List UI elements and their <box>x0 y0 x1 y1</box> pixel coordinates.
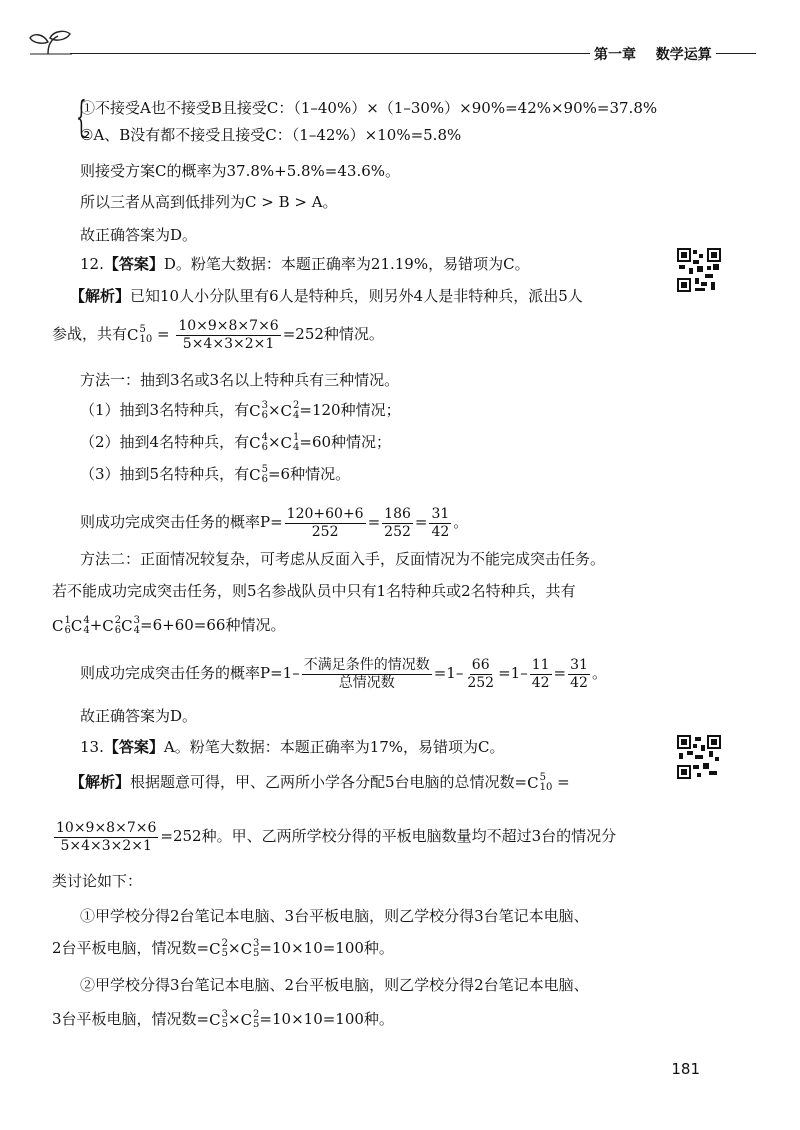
q12-answer-text: D。粉笔大数据：本题正确率为21.19%，易错项为C。 <box>163 255 530 273</box>
body-line: 所以三者从高到低排列为C > B > A。 <box>80 193 338 211</box>
q13-num: 13. <box>80 738 104 756</box>
combination: C 4 4 <box>70 615 90 636</box>
q12-final: 故正确答案为D。 <box>80 707 198 725</box>
fraction <box>302 657 432 692</box>
fraction-denominator: 252 <box>311 523 339 540</box>
text-segment: =10×10=100种。 <box>259 939 394 957</box>
q12-analysis-line1 <box>70 285 583 307</box>
combination-c10-5: C 5 10 <box>527 772 553 793</box>
text-segment: 则成功完成突击任务的概率P=1– <box>80 664 300 682</box>
fraction-numerator: 31 <box>431 505 450 522</box>
q12-probability-1: 则成功完成突击任务的概率P= $\frac{120+60+6}{252}$ = $\frac{186}{252}$ = $\frac{31}{42}$ 。 <box>80 505 469 540</box>
qr-code-icon <box>677 735 721 779</box>
q13-case2-line2: 3台平板电脑，情况数= C 3 5 × C 2 5 =10×10=100种。 <box>52 1009 394 1030</box>
text-segment: =120种情况； <box>299 401 401 419</box>
text-segment: （3）抽到5名特种兵，有 <box>80 465 250 483</box>
q13-case1-line2: 2台平板电脑，情况数= C 2 5 × C 3 5 =10×10=100种。 <box>52 938 394 959</box>
combination: C 3 5 <box>209 1009 228 1030</box>
q12-method2-line1: 方法二：正面情况较复杂，可考虑从反面入手，反面情况为不能完成突击任务。 <box>80 550 606 568</box>
q13-case1-line1: ①甲学校分得2台笔记本电脑、3台平板电脑，则乙学校分得3台笔记本电脑、 <box>80 907 589 925</box>
text-segment: 则成功完成突击任务的概率P= <box>80 513 283 531</box>
text-segment: =1– <box>498 664 528 682</box>
q13-case2-line1: ②甲学校分得3台笔记本电脑、2台平板电脑，则乙学校分得2台笔记本电脑、 <box>80 976 589 994</box>
combination: C 2 5 <box>209 938 228 959</box>
q12-analysis-line2: 参战，共有 C 5 10 = $\frac{10\times 9\times 8\times 7\times 6}{5\times 4\times 3\times 2\times 1}$ =252种情况。 <box>52 314 384 355</box>
combination: C 3 6 <box>249 400 268 421</box>
q12-method2-line2: 若不能成功完成突击任务，则5名参战队员中只有1名特种兵或2名特种兵，共有 <box>52 582 576 600</box>
q13-answer-text: A。粉笔大数据：本题正确率为17%，易错项为C。 <box>163 738 505 756</box>
combination: C 5 6 <box>249 464 268 485</box>
header-rule <box>70 53 590 54</box>
combination: C 2 4 <box>280 400 300 421</box>
chapter-header <box>594 44 712 64</box>
text-segment: 3台平板电脑，情况数= <box>52 1010 210 1028</box>
fraction-denominator: 42 <box>570 674 588 691</box>
combination: C 1 4 <box>280 432 300 453</box>
fraction <box>54 820 158 855</box>
fraction-denominator: 总情况数 <box>338 674 395 691</box>
fraction-denominator: 5×4×3×2×1 <box>182 335 275 352</box>
leaf-icon <box>28 28 74 56</box>
fraction-denominator: 42 <box>531 674 550 691</box>
fraction-numerator: 120+60+6 <box>286 505 364 522</box>
text-segment: 参战，共有 <box>52 325 128 343</box>
text-segment: =60种情况； <box>299 433 392 451</box>
text-segment: （2）抽到4名特种兵，有 <box>80 433 250 451</box>
fraction <box>429 506 451 541</box>
fraction-numerator: 10×9×8×7×6 <box>56 819 157 836</box>
fraction-numerator: 66 <box>471 656 490 673</box>
q13-analysis-line3: 类讨论如下： <box>52 872 143 890</box>
chapter-label: 第一章 <box>594 47 636 63</box>
combination: C 2 6 <box>102 615 122 636</box>
combination: C 3 5 <box>240 938 260 959</box>
q12-method1: 方法一：抽到3名或3名以上特种兵有三种情况。 <box>80 371 400 389</box>
q13-answer-line <box>80 736 505 758</box>
text-segment: =6种情况。 <box>267 465 351 483</box>
fraction-numerator: 10×9×8×7×6 <box>178 317 279 334</box>
text-segment: =10×10=100种。 <box>259 1010 394 1028</box>
fraction-numerator: 31 <box>570 656 588 673</box>
fraction-denominator: 5×4×3×2×1 <box>60 837 152 854</box>
q12-probability-2: 则成功完成突击任务的概率P=1– $\frac{\text{不满足条件的情况数}}{\text{总情况数}}$ =1– $\frac{66}{252}$ =1– $\frac{11}{42}$ = $\frac{31}{42}$ 。 <box>80 656 607 691</box>
fraction-denominator: 252 <box>384 523 411 540</box>
combination: C 4 6 <box>249 432 268 453</box>
chapter-title: 数学运算 <box>655 47 712 63</box>
q12-analysis-text: 已知10人小分队里有6人是特种兵，则另外4人是非特种兵，派出5人 <box>130 287 583 305</box>
q12-method2-line3: C 1 6 C 4 4 + C 2 6 C 3 4 =6+60=66种情况。 <box>52 615 286 636</box>
fraction <box>465 657 496 692</box>
fraction <box>176 318 280 353</box>
combination-c10-5: C 5 10 <box>127 324 153 345</box>
q12-analysis-tag: 【解析】 <box>70 287 131 305</box>
combination: C 1 6 <box>52 615 71 636</box>
combination: C 2 5 <box>240 1009 260 1030</box>
text-segment: （1）抽到3名特种兵，有 <box>80 401 250 419</box>
case-2-text: ②A、B没有都不接受且接受C：（1–42%）×10%=5.8% <box>80 126 462 144</box>
q13-analysis-line2 <box>52 816 616 856</box>
q12-m1-a: （1）抽到3名特种兵，有 C 3 6 × C 2 4 =120种情况； <box>80 400 401 421</box>
page-number: 181 <box>671 1060 700 1078</box>
combination: C 3 4 <box>121 615 141 636</box>
q13-answer-tag: 【答案】 <box>103 738 164 756</box>
brace: { <box>76 92 87 141</box>
fraction <box>382 506 413 541</box>
text-segment: 2台平板电脑，情况数= <box>52 939 210 957</box>
q12-answer-line <box>80 253 530 275</box>
text-segment: =252种情况。 <box>282 325 384 343</box>
q12-m1-c <box>80 463 350 486</box>
text-segment: =1– <box>433 664 464 682</box>
fraction-numerator: 不满足条件的情况数 <box>303 656 430 673</box>
fraction <box>285 506 366 541</box>
fraction-numerator: 11 <box>531 656 550 673</box>
fraction-denominator: 252 <box>467 674 495 691</box>
q13-analysis-tag: 【解析】 <box>70 773 131 791</box>
body-line: 则接受方案C的概率为37.8%+5.8%=43.6%。 <box>80 162 401 180</box>
text-segment: 根据题意可得，甲、乙两所小学各分配5台电脑的总情况数= <box>130 773 528 791</box>
q12-m1-b: （2）抽到4名特种兵，有 C 4 6 × C 1 4 =60种情况； <box>80 432 392 453</box>
text-segment: =6+60=66种情况。 <box>140 616 286 634</box>
qr-code-icon <box>677 248 721 292</box>
fraction <box>530 657 552 692</box>
fraction <box>568 657 590 692</box>
fraction-numerator: 186 <box>384 505 411 522</box>
q12-num: 12. <box>80 255 104 273</box>
fraction-denominator: 42 <box>431 523 450 540</box>
q13-analysis-line1: 【解析】根据题意可得，甲、乙两所小学各分配5台电脑的总情况数= C 5 10 = <box>70 772 570 793</box>
text-segment: =252种。甲、乙两所学校分得的平板电脑数量均不超过3台的情况分 <box>160 827 617 845</box>
header-rule-right <box>716 53 756 54</box>
case-1-text: ①不接受A也不接受B且接受C：（1–40%）×（1–30%）×90%=42%×90%=37.8% <box>80 99 658 117</box>
q12-answer-tag: 【答案】 <box>103 255 164 273</box>
body-line: 故正确答案为D。 <box>80 226 198 244</box>
